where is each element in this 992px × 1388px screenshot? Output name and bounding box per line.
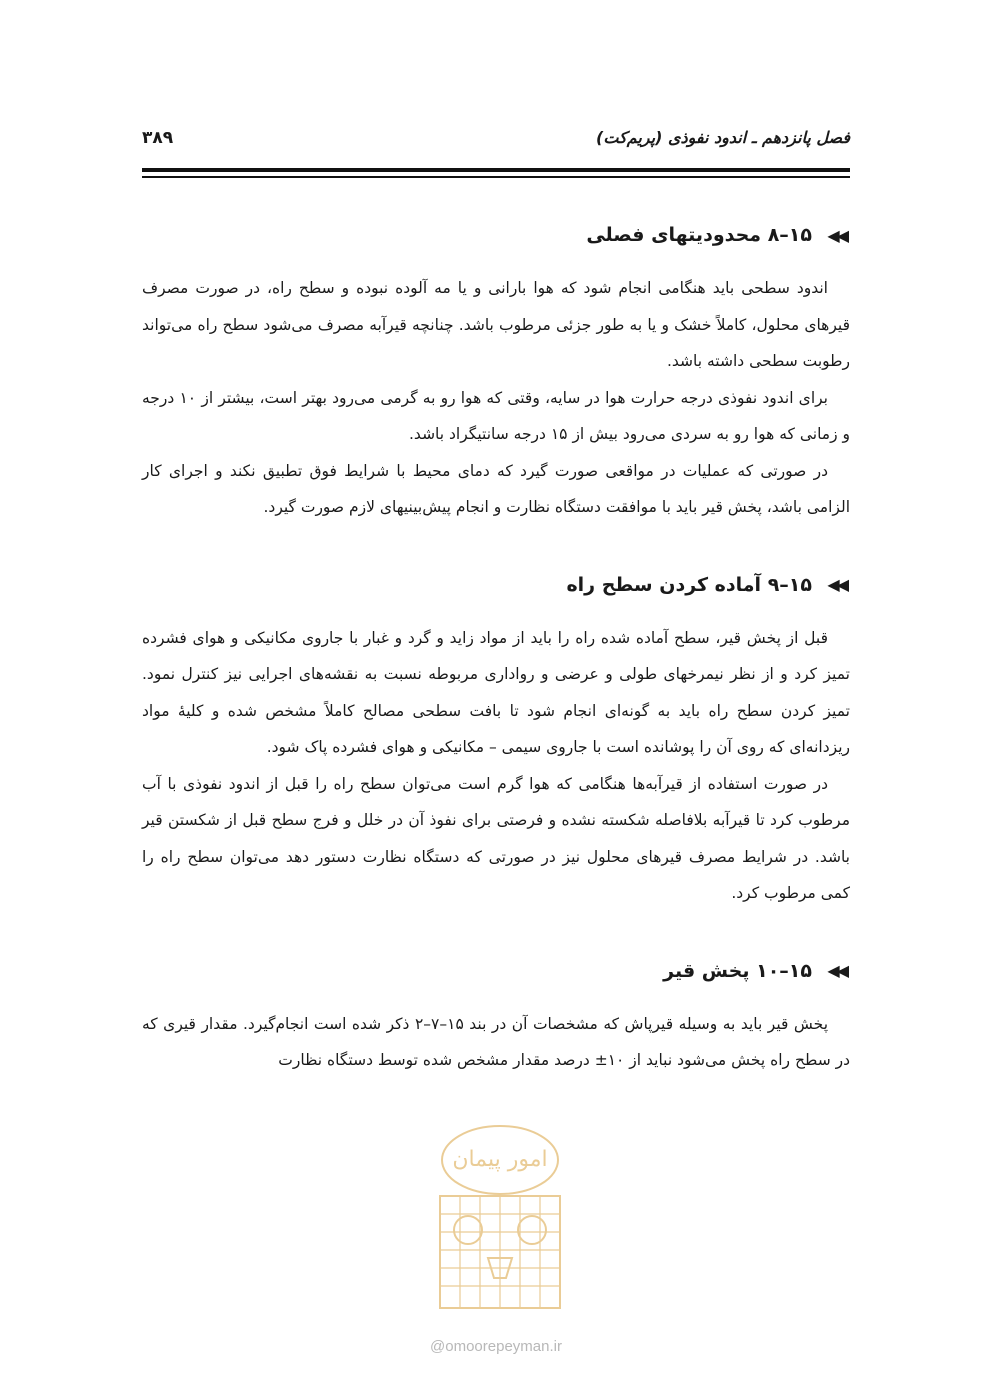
- double-arrow-icon: ◀◀: [827, 225, 846, 245]
- paragraph: اندود سطحی باید هنگامی انجام شود که هوا بارانی و یا مه آلوده نبوده و سطح راه، در صورت مصرف قیرهای محلول، کاملاً خشک و یا به طور جزئی مرطوب باشد. چنانچه قیرآبه مصرف می‌شود سطح راه می‌تواند رطوبت سطحی داشته باشد.: [142, 279, 850, 370]
- paragraph: پخش قیر باید به وسیله قیرپاش که مشخصات آن در بند ۱۵–۷–۲ ذکر شده است انجام‌گیرد. مقدار قیری که در سطح راه پخش می‌شود نباید از ۱۰± درصد مقدار مشخص شده توسط دستگاه نظارت: [142, 1014, 850, 1069]
- section-title: ۱۵–۹ آماده کردن سطح راه: [566, 573, 812, 596]
- watermark-logo-text: امور پیمان: [452, 1147, 548, 1172]
- page-header: [142, 128, 850, 158]
- watermark-logo: [410, 1118, 590, 1318]
- watermark-url: @omoorepeyman.ir: [430, 1338, 562, 1355]
- page-number: ۳۸۹: [142, 128, 174, 148]
- double-arrow-icon: ◀◀: [827, 961, 846, 980]
- header-rule-thin: [142, 176, 850, 178]
- chapter-title: فصل پانزدهم ـ اندود نفوذی (پریم‌کت): [596, 128, 850, 147]
- section-heading: [142, 218, 850, 252]
- header-rule-thick: [142, 168, 850, 172]
- paragraph: قبل از پخش قیر، سطح آماده شده راه را باید از مواد زاید و گرد و غبار با جاروی مکانیکی و هوای فشرده تمیز کرد و از نظر نیمرخهای طولی و عرضی و رواداری مربوطه نسبت به نقشه‌های اجرایی نیز کنترل نمود. تمیز کردن سطح راه باید به گونه‌ای انجام شود تا بافت سطحی مصالح کاملاً مشخص شده و کلیهٔ مواد ریزدانه‌ای که روی آن را پوشانده است با جاروی سیمی – مکانیکی و هوای فشرده پاک شود.: [142, 628, 850, 756]
- page-body: [142, 218, 850, 1079]
- section-heading: [142, 954, 850, 988]
- section-title: ۱۵–۸ محدودیتهای فصلی: [586, 224, 812, 246]
- paragraph: در صورت استفاده از قیرآبه‌ها هنگامی که هوا گرم است می‌توان سطح راه را قبل از اندود نفوذی با آب مرطوب کرد تا قیرآبه بلافاصله شکسته نشده و فرصتی برای نفوذ آن در خلل و فرج سطح قبل از شکستن قیر باشد. در شرایط مصرف قیرهای محلول نیز در صورتی که دستگاه نظارت دستور دهد می‌توان سطح راه را کمی مرطوب کرد.: [142, 774, 850, 902]
- paragraph: در صورتی که عملیات در مواقعی صورت گیرد که دمای محیط با شرایط فوق تطبیق نکند و اجرای کار الزامی باشد، پخش قیر باید با موافقت دستگاه نظارت و انجام پیش‌بینیهای لازم صورت گیرد.: [142, 461, 850, 516]
- double-arrow-icon: ◀◀: [827, 575, 846, 594]
- paragraph: برای اندود نفوذی درجه حرارت هوا در سایه، وقتی که هوا رو به گرمی می‌رود بهتر است، بیشتر از ۱۰ درجه و زمانی که هوا رو به سردی می‌رود بیش از ۱۵ درجه سانتیگراد باشد.: [142, 388, 850, 443]
- section-heading: [142, 568, 850, 602]
- section-title: ۱۵–۱۰ پخش قیر: [663, 959, 812, 982]
